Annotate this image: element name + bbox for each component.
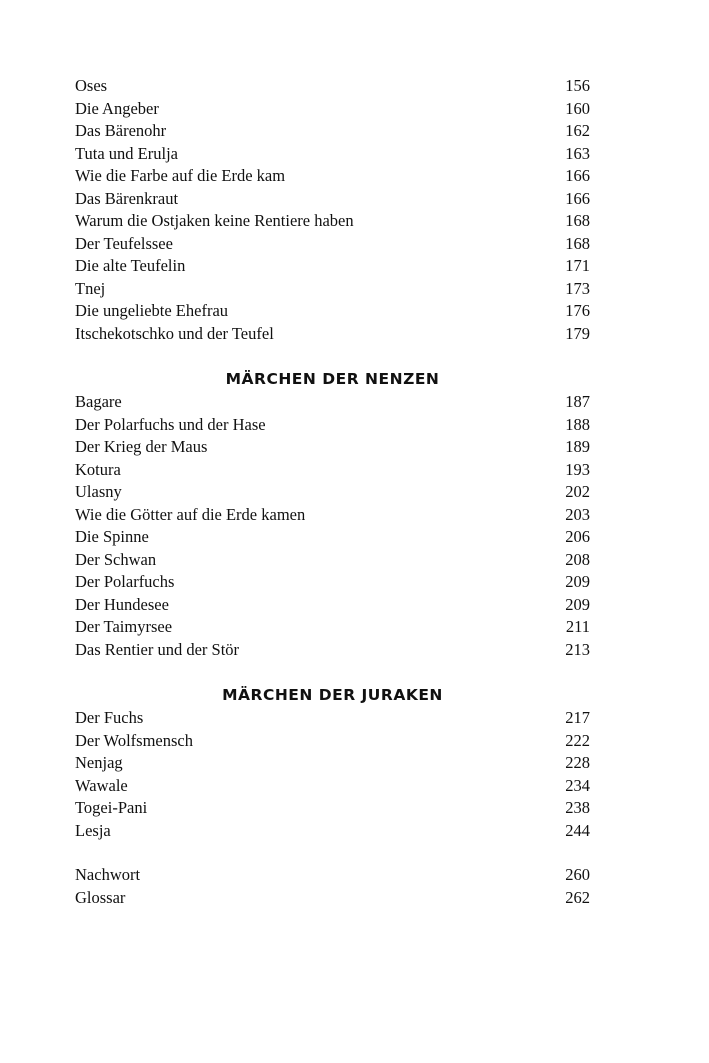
toc-entry-page: 189 — [565, 437, 590, 456]
toc-entry-title: Wawale — [75, 775, 128, 795]
toc-entry — [75, 165, 590, 188]
toc-section-juraken — [75, 707, 590, 842]
toc-entry-title: Glossar — [75, 887, 126, 907]
toc-entry-title: Das Bärenohr — [75, 121, 167, 140]
toc-entry — [75, 255, 590, 278]
toc-entry-title: Wie die Götter auf die Erde kamen — [75, 504, 306, 524]
toc-entry-title: Tnej — [75, 278, 106, 298]
toc-entry — [75, 98, 590, 121]
toc-entry — [75, 120, 590, 143]
toc-entry-page: 166 — [565, 166, 590, 185]
toc-entry — [75, 775, 590, 798]
toc-entry-title: Der Taimyrsee — [75, 617, 173, 636]
toc-entry-page: 217 — [565, 708, 590, 727]
toc-entry — [75, 526, 590, 549]
toc-entry-title: Das Rentier und der Stör — [75, 639, 240, 659]
toc-entry — [75, 188, 590, 211]
toc-entry — [75, 459, 590, 482]
toc-entry — [75, 391, 590, 414]
toc-section-nenzen — [75, 391, 590, 661]
toc-entry-page: 262 — [565, 887, 590, 907]
toc-entry-title: Kotura — [75, 459, 121, 479]
toc-entry — [75, 887, 590, 910]
toc-entry-title: Der Wolfsmensch — [75, 730, 193, 750]
toc-entry-title: Das Bärenkraut — [75, 188, 179, 208]
section-spacer — [75, 842, 590, 864]
toc-entry-title: Oses — [75, 76, 108, 95]
toc-entry-title: Wie die Farbe auf die Erde kam — [75, 166, 286, 185]
toc-entry-title: Itschekotschko und der Teufel — [75, 323, 274, 343]
toc-entry-page: 166 — [565, 188, 590, 208]
toc-entry-page: 202 — [565, 482, 590, 501]
toc-entry — [75, 75, 590, 98]
toc-entry-page: 206 — [565, 527, 590, 546]
toc-entry — [75, 797, 590, 820]
toc-entry-title: Die Angeber — [75, 98, 159, 118]
toc-entry-title: Nenjag — [75, 753, 123, 772]
toc-entry — [75, 504, 590, 527]
toc-entry — [75, 300, 590, 323]
toc-entry — [75, 820, 590, 843]
toc-entry-title: Der Hundesee — [75, 594, 169, 614]
toc-entry — [75, 278, 590, 301]
toc-entry-page: 238 — [565, 798, 590, 817]
toc-entry — [75, 639, 590, 662]
toc-entry-page: 168 — [565, 211, 590, 230]
toc-entry-page: 260 — [565, 865, 590, 884]
toc-entry-page: 176 — [565, 301, 590, 320]
toc-entry-title: Togei-Pani — [75, 798, 148, 817]
toc-entry — [75, 233, 590, 256]
toc-entry — [75, 549, 590, 572]
toc-section-ostjaken — [75, 75, 590, 345]
toc-entry-page: 188 — [565, 414, 590, 434]
toc-entry — [75, 571, 590, 594]
toc-entry-title: Warum die Ostjaken keine Rentiere haben — [75, 211, 354, 230]
toc-entry-title: Der Teufelssee — [75, 233, 173, 253]
toc-entry-title: Bagare — [75, 392, 122, 411]
toc-entry-title: Nachwort — [75, 865, 141, 884]
toc-entry-page: 156 — [565, 76, 590, 95]
section-heading-juraken: MÄRCHEN DER JURAKEN — [222, 686, 443, 704]
toc-entry-title: Lesja — [75, 820, 111, 840]
toc-entry-page: 171 — [565, 256, 590, 275]
toc-entry-page: 203 — [565, 504, 590, 524]
toc-entry — [75, 481, 590, 504]
toc-entry-page: 163 — [565, 143, 590, 163]
toc-entry — [75, 752, 590, 775]
toc-entry-page: 222 — [565, 730, 590, 750]
toc-entry — [75, 414, 590, 437]
toc-entry — [75, 594, 590, 617]
toc-entry-title: Die Spinne — [75, 527, 149, 546]
toc-entry-page: 173 — [565, 278, 590, 298]
toc-entry-title: Tuta und Erulja — [75, 143, 178, 163]
toc-entry-page: 213 — [565, 639, 590, 659]
toc-entry-title: Die ungeliebte Ehefrau — [75, 301, 229, 320]
toc-entry — [75, 436, 590, 459]
toc-entry-page: 208 — [565, 549, 590, 569]
section-heading-nenzen: MÄRCHEN DER NENZEN — [225, 370, 440, 388]
toc-entry-page: 160 — [565, 98, 590, 118]
toc-entry-page: 228 — [565, 753, 590, 772]
toc-entry — [75, 864, 590, 887]
toc-entry-title: Ulasny — [75, 482, 122, 501]
toc-entry-page: 187 — [565, 392, 590, 411]
table-of-contents — [75, 75, 590, 909]
toc-entry-page: 193 — [565, 459, 590, 479]
toc-entry-page: 209 — [565, 572, 590, 591]
toc-entry-title: Die alte Teufelin — [75, 256, 186, 275]
toc-entry-page: 234 — [565, 775, 590, 795]
toc-entry-title: Der Polarfuchs und der Hase — [75, 414, 266, 434]
toc-entry-page: 244 — [565, 820, 590, 840]
toc-entry — [75, 210, 590, 233]
toc-entry-page: 179 — [565, 323, 590, 343]
toc-entry — [75, 616, 590, 639]
toc-entry-title: Der Schwan — [75, 549, 157, 569]
toc-entry-page: 168 — [565, 233, 590, 253]
toc-entry-title: Der Polarfuchs — [75, 572, 175, 591]
toc-entry — [75, 730, 590, 753]
toc-entry-title: Der Krieg der Maus — [75, 437, 208, 456]
toc-entry — [75, 143, 590, 166]
toc-entry — [75, 323, 590, 346]
toc-entry-page: 209 — [565, 594, 590, 614]
toc-entry-page: 162 — [565, 121, 590, 140]
toc-section-appendix — [75, 864, 590, 909]
toc-entry — [75, 707, 590, 730]
toc-entry-title: Der Fuchs — [75, 708, 144, 727]
toc-entry-page: 211 — [565, 617, 590, 636]
